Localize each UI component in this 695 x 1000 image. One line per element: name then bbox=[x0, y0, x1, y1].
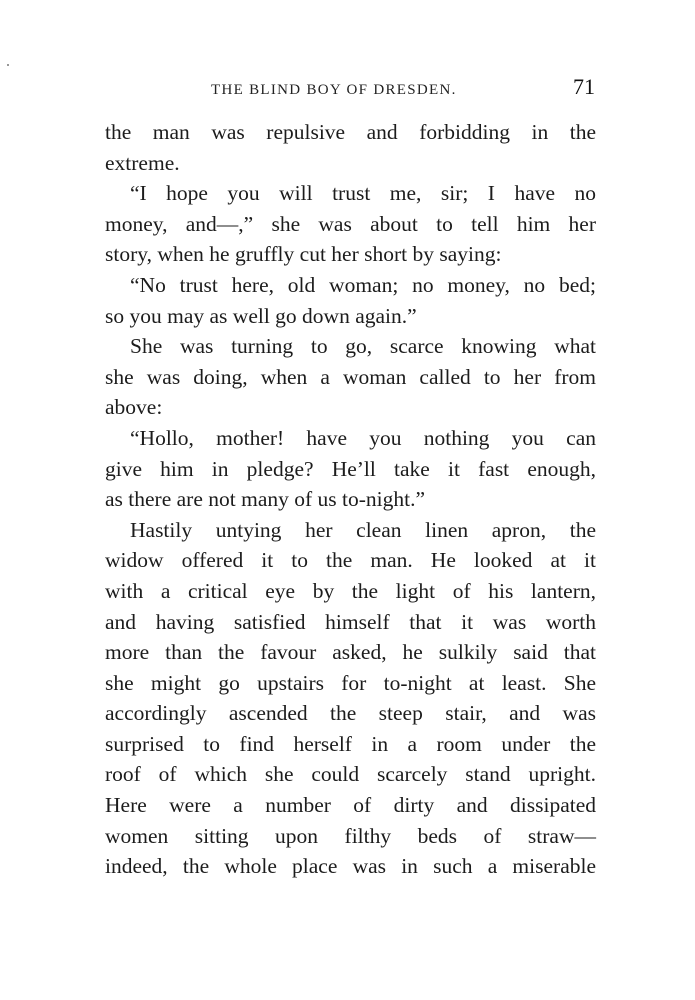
text-line: story, when he gruffly cut her short by saying: bbox=[105, 242, 502, 267]
running-header bbox=[105, 74, 595, 104]
text-line: and having satisfied himself that it was worth bbox=[105, 609, 596, 634]
text-line: as there are not many of us to-night.” bbox=[105, 487, 426, 512]
text-line: extreme. bbox=[105, 150, 180, 175]
text-line: accordingly ascended the steep stair, and was bbox=[105, 701, 596, 726]
text-line: “No trust here, old woman; no money, no bed; bbox=[130, 272, 596, 297]
text-line: she was doing, when a woman called to her from bbox=[105, 364, 596, 389]
text-line: “I hope you will trust me, sir; I have no bbox=[130, 181, 596, 206]
text-line: She was turning to go, scarce knowing what bbox=[130, 334, 596, 359]
text-line: with a critical eye by the light of his lantern, bbox=[105, 578, 596, 603]
text-line: more than the favour asked, he sulkily said that bbox=[105, 640, 596, 665]
running-title: THE BLIND BOY OF DRESDEN. bbox=[211, 82, 457, 98]
text-line: give him in pledge? He’ll take it fast enough, bbox=[105, 456, 596, 481]
body-text bbox=[105, 117, 596, 882]
text-line: surprised to find herself in a room under the bbox=[105, 731, 596, 756]
text-line: women sitting upon filthy beds of straw— bbox=[105, 823, 596, 848]
text-line: roof of which she could scarcely stand upright. bbox=[105, 762, 596, 787]
text-line: she might go upstairs for to-night at least. She bbox=[105, 670, 596, 695]
text-line: money, and—,” she was about to tell him her bbox=[105, 211, 596, 236]
scan-speck bbox=[7, 64, 9, 66]
text-line: Hastily untying her clean linen apron, the bbox=[130, 517, 596, 542]
text-line: so you may as well go down again.” bbox=[105, 303, 417, 328]
text-line: above: bbox=[105, 395, 163, 420]
page-number: 71 bbox=[573, 74, 595, 99]
text-line: indeed, the whole place was in such a miserable bbox=[105, 854, 596, 879]
text-line: widow offered it to the man. He looked at it bbox=[105, 548, 596, 573]
text-line: “Hollo, mother! have you nothing you can bbox=[130, 425, 596, 450]
text-line: the man was repulsive and forbidding in the bbox=[105, 120, 596, 144]
text-line: Here were a number of dirty and dissipated bbox=[105, 793, 596, 818]
